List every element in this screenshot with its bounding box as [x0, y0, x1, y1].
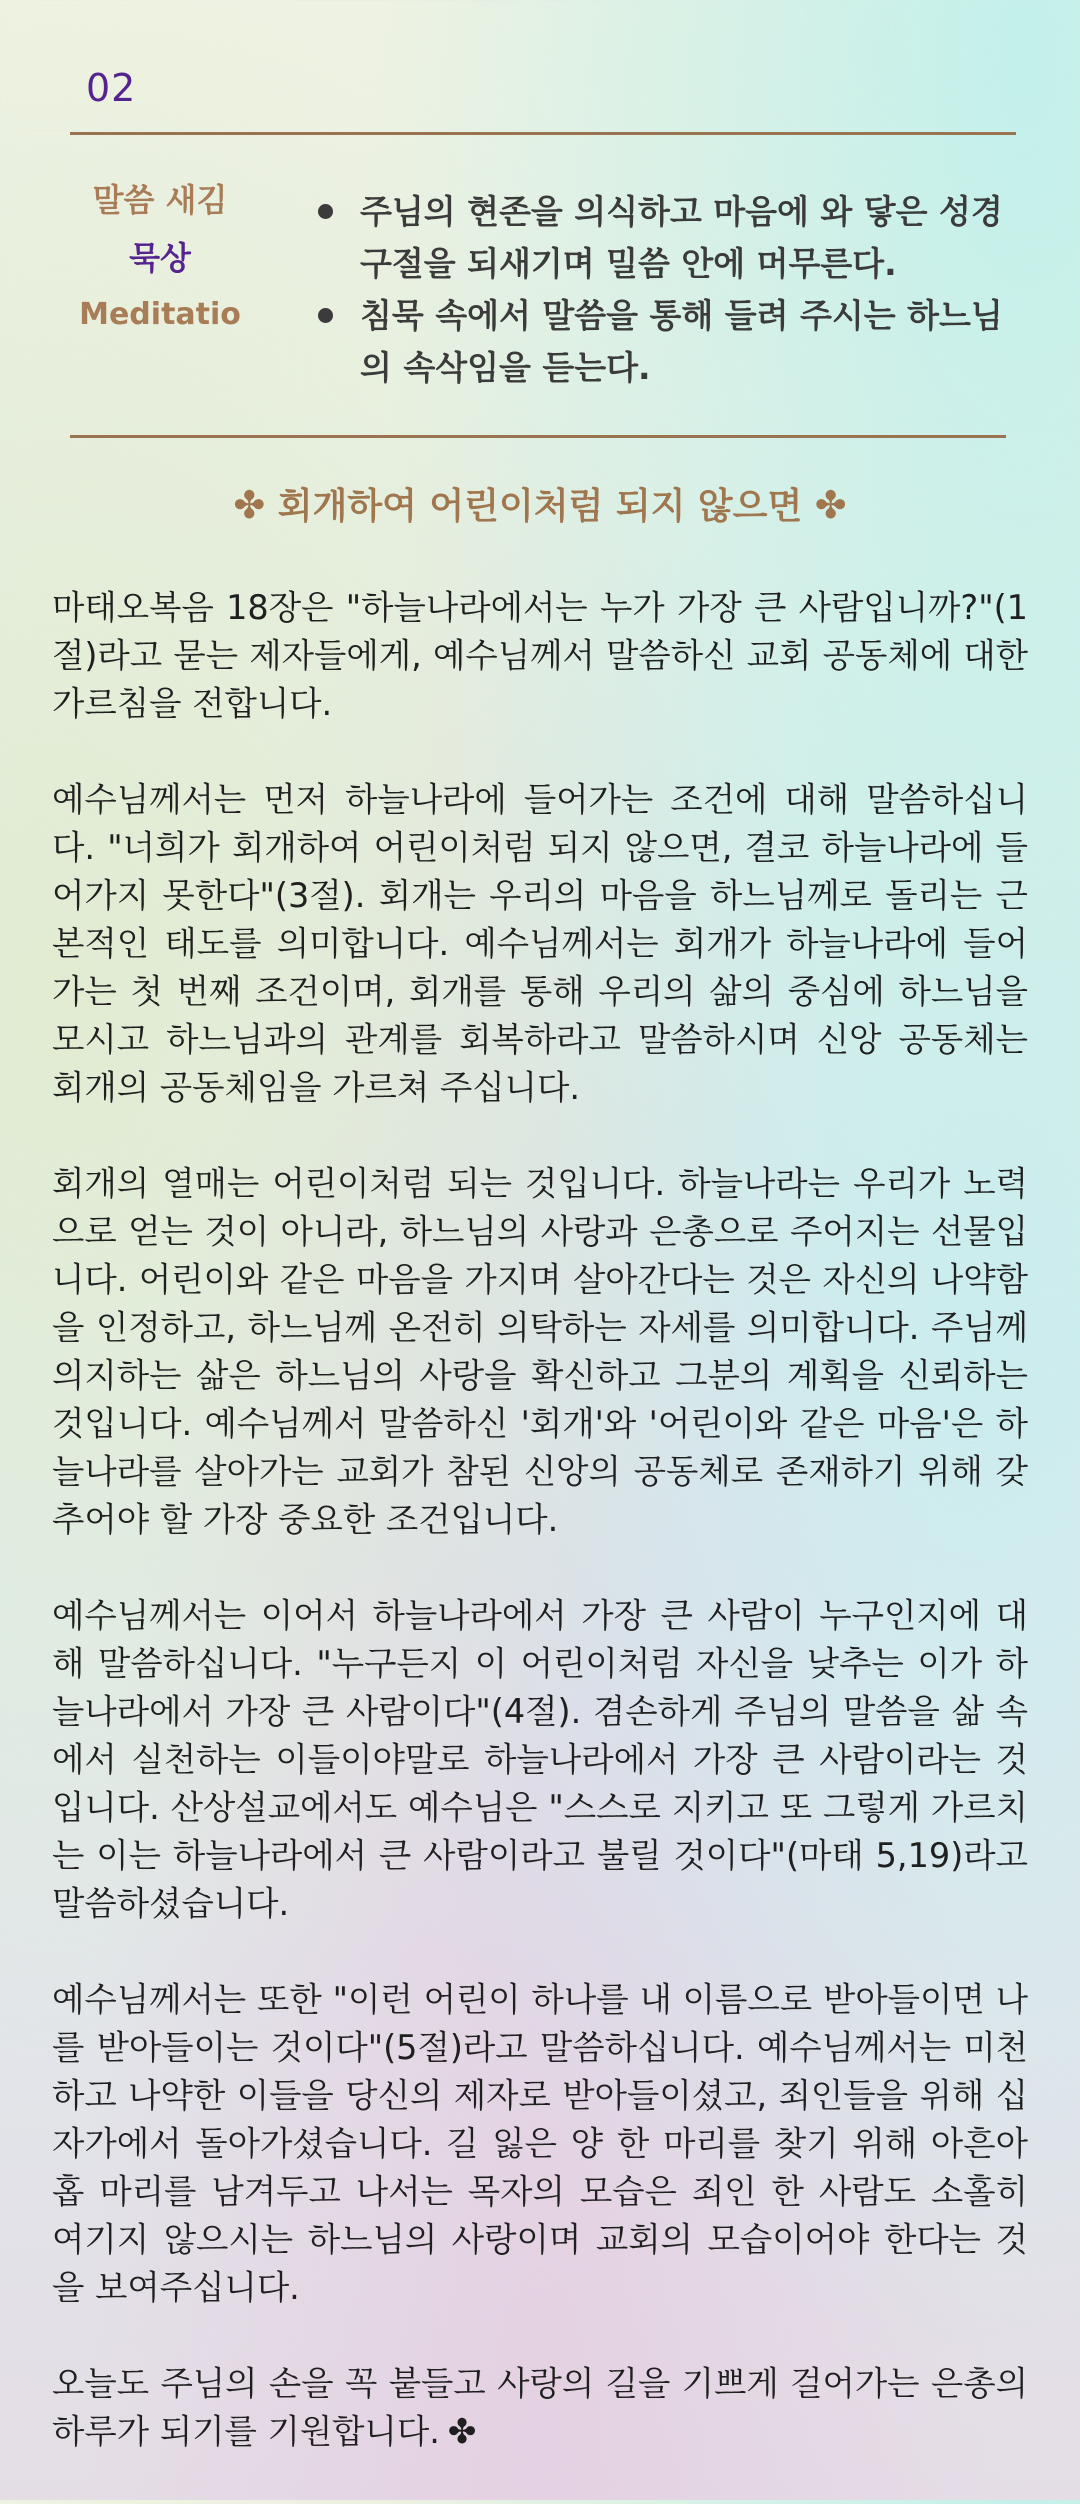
closing-paragraph — [52, 2360, 1028, 2456]
meditatio-label — [70, 180, 250, 334]
instruction-list — [318, 186, 1008, 394]
reflection-body — [52, 584, 1028, 2504]
instruction-item — [318, 186, 1008, 290]
instruction-text: 침묵 속에서 말씀을 통해 들려 주시는 하느님의 속삭임을 듣는다. — [360, 296, 1003, 387]
label-korean-title: 말씀 새김 — [92, 181, 228, 219]
top-divider — [70, 132, 1016, 135]
bottom-divider — [70, 435, 1006, 438]
clover-left-icon: ✤ — [233, 483, 266, 527]
instruction-item — [318, 290, 1008, 394]
closing-text: 오늘도 주님의 손을 꼭 붙들고 사랑의 길을 기쁘게 걸어가는 은총의 하루가 되기를 기원합니다. — [52, 2364, 1028, 2451]
body-paragraph: 예수님께서는 먼저 하늘나라에 들어가는 조건에 대해 말씀하십니다. "너희가 회개하여 어린이처럼 되지 않으면, 결코 하늘나라에 들어가지 못한다"(3절). 회개는 우리의 마음을 하느님께로 돌리는 근본적인 태도를 의미합니다. 예수님께서는 회개가 하늘나라에 들어가는 첫 번째 조건이며, 회개를 통해 우리의 삶의 중심에 하느님을 모시고 하느님과의 관계를 회복하라고 말씀하시며 신앙 공동체는 회개의 공동체임을 가르쳐 주십니다. — [52, 780, 1028, 1107]
bullet-dot-icon — [318, 204, 333, 219]
body-paragraph: 예수님께서는 또한 "이런 어린이 하나를 내 이름으로 받아들이면 나를 받아들이는 것이다"(5절)라고 말씀하십니다. 예수님께서는 미천하고 나약한 이들을 당신의 제자로 받아들이셨고, 죄인들을 위해 십자가에서 돌아가셨습니다. 길 잃은 양 한 마리를 찾기 위해 아흔아홉 마리를 남겨두고 나서는 목자의 모습은 죄인 한 사람도 소홀히 여기지 않으시는 하느님의 사랑이며 교회의 모습이어야 한다는 것을 보여주십니다. — [52, 1980, 1028, 2307]
instruction-text: 주님의 현존을 의식하고 마음에 와 닿은 성경구절을 되새기며 밀씀 안에 머무른다. — [360, 192, 1003, 283]
body-paragraph: 마태오복음 18장은 "하늘나라에서는 누가 가장 큰 사람입니까?"(1절)라고 묻는 제자들에게, 예수님께서 말씀하신 교회 공동체에 대한 가르침을 전합니다. — [52, 588, 1028, 723]
body-paragraph: 회개의 열매는 어린이처럼 되는 것입니다. 하늘나라는 우리가 노력으로 얻는 것이 아니라, 하느님의 사랑과 은총으로 주어지는 선물입니다. 어린이와 같은 마음을 가지며 살아간다는 것은 자신의 나약함을 인정하고, 하느님께 온전히 의탁하는 자세를 의미합니다. 주님께 의지하는 삶은 하느님의 사랑을 확신하고 그분의 계획을 신뢰하는 것입니다. 예수님께서 말씀하신 '회개'와 '어린이와 같은 마음'은 하늘나라를 살아가는 교회가 참된 신앙의 공동체로 존재하기 위해 갖추어야 할 가장 중요한 조건입니다. — [52, 1164, 1028, 1539]
label-latin-term: Meditatio — [79, 297, 241, 333]
body-paragraph: 예수님께서는 이어서 하늘나라에서 가장 큰 사람이 누구인지에 대해 말씀하십니다. "누구든지 이 어린이처럼 자신을 낮추는 이가 하늘나라에서 가장 큰 사람이다"(4절). 겸손하게 주님의 말씀을 삶 속에서 실천하는 이들이야말로 하늘나라에서 가장 큰 사람이라는 것입니다. 산상설교에서도 예수님은 "스스로 지키고 또 그렇게 가르치는 이는 하늘나라에서 큰 사람이라고 불릴 것이다"(마태 5,19)라고 말씀하셨습니다. — [52, 1596, 1028, 1923]
bullet-dot-icon — [318, 308, 333, 323]
closing-clover-icon: ✤ — [447, 2412, 477, 2452]
heading-title: 회개하여 어린이처럼 되지 않으면 — [277, 486, 803, 527]
reflection-heading — [0, 478, 1080, 529]
section-number: 02 — [86, 66, 137, 110]
clover-right-icon: ✤ — [814, 483, 847, 527]
label-korean-subtitle: 묵상 — [129, 238, 191, 277]
